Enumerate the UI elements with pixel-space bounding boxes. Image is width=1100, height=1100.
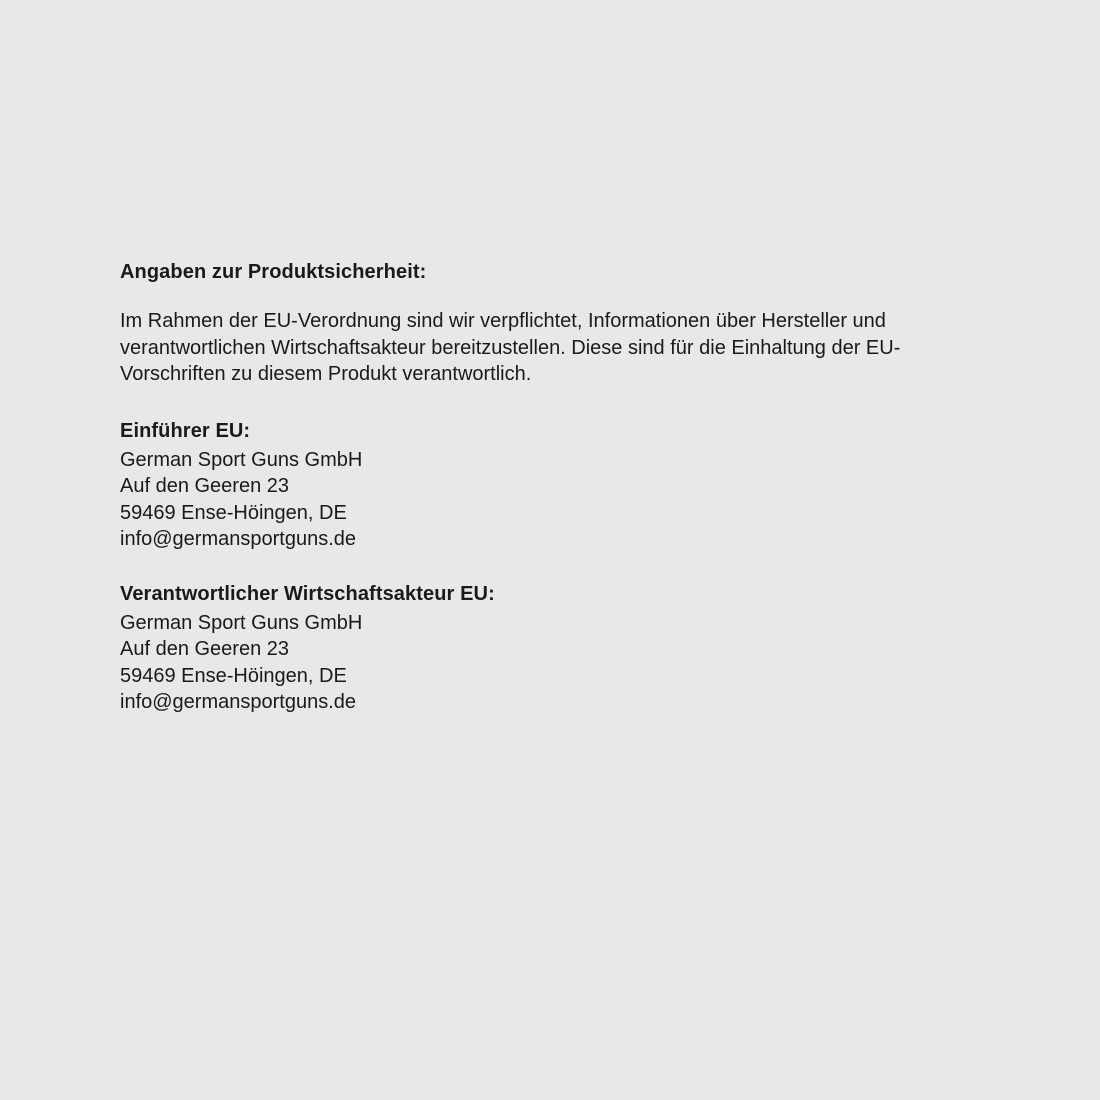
importer-city: 59469 Ense-Höingen, DE — [120, 501, 347, 524]
importer-company-name: German Sport Guns GmbH — [120, 448, 363, 471]
responsible-operator-block-title: Verantwortlicher Wirtschaftsakteur EU: — [120, 582, 495, 605]
responsible-operator-email: info@germansportguns.de — [120, 691, 356, 713]
importer-email: info@germansportguns.de — [120, 528, 356, 550]
product-safety-content — [120, 258, 980, 716]
responsible-operator-street: Auf den Geeren 23 — [120, 638, 290, 660]
importer-block — [120, 418, 980, 553]
importer-block-title: Einführer EU: — [120, 419, 251, 442]
page-title: Angaben zur Produktsicherheit: — [120, 261, 427, 283]
importer-street: Auf den Geeren 23 — [120, 475, 290, 497]
responsible-operator-block — [120, 581, 980, 716]
intro-paragraph: Im Rahmen der EU-Verordnung sind wir verpflichtet, Informationen über Hersteller und verantwortlichen Wirtschaftsakteur bereitzustellen. Diese sind für die Einhaltung der EU-Vorschriften zu diesem Produkt verantwortlich. — [120, 310, 901, 385]
responsible-operator-company-name: German Sport Guns GmbH — [120, 611, 363, 634]
responsible-operator-city: 59469 Ense-Höingen, DE — [120, 664, 347, 687]
